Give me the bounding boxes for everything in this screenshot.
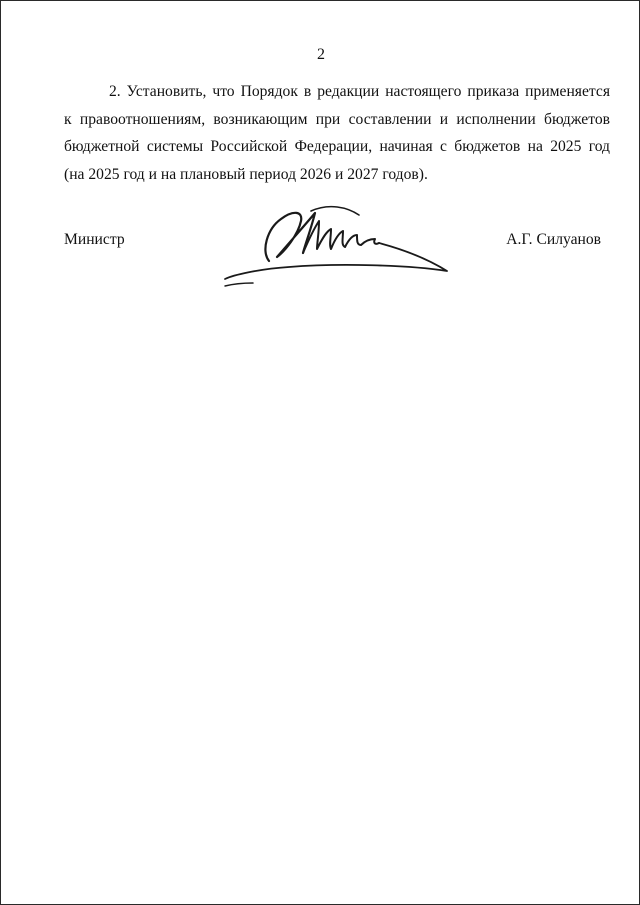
paragraph-line: к правоотношениям, возникающим при составлении и исполнении бюджетов: [64, 110, 610, 128]
order-paragraph: [64, 78, 610, 188]
paragraph-line: (на 2025 год и на плановый период 2026 и 2027 годов).: [64, 165, 428, 183]
signatory-title: Министр: [64, 231, 125, 248]
page-number: 2: [317, 46, 325, 63]
handwritten-signature-icon: [219, 199, 451, 293]
paragraph-line: 2. Установить, что Порядок в редакции настоящего приказа применяется: [109, 83, 610, 100]
paragraph-line: бюджетной системы Российской Федерации, начиная с бюджетов на 2025 год: [64, 138, 610, 155]
signatory-name: А.Г. Силуанов: [506, 231, 601, 248]
